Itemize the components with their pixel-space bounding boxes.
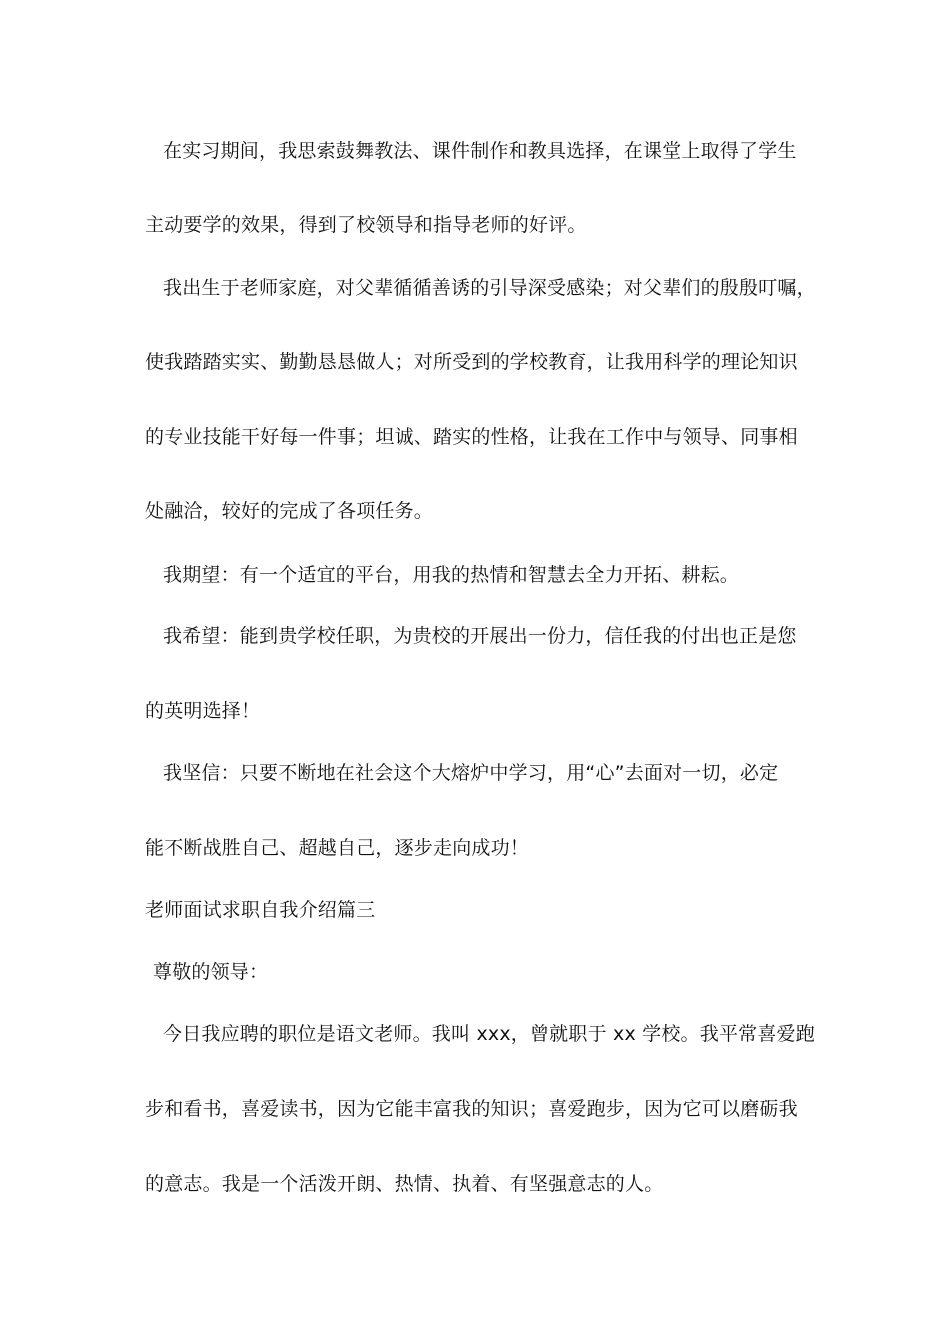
- paragraph-line: 步和看书，喜爱读书，因为它能丰富我的知识；喜爱跑步，因为它可以磨砺我: [145, 1098, 798, 1120]
- salutation: 尊敬的领导：: [153, 961, 269, 983]
- paragraph-line: 能不断战胜自己、超越自己，逐步走向成功！: [145, 837, 530, 859]
- paragraph-line: 的意志。我是一个活泼开朗、热情、执着、有坚强意志的人。: [145, 1173, 664, 1195]
- section-heading: 老师面试求职自我介绍篇三: [145, 899, 376, 921]
- paragraph-line: 我出生于老师家庭，对父辈循循善诱的引导深受感染；对父辈们的殷殷叮嘱，: [163, 277, 816, 299]
- paragraph-line: 处融洽，较好的完成了各项任务。: [145, 500, 434, 522]
- paragraph-line: 主动要学的效果，得到了校领导和指导老师的好评。: [145, 214, 587, 236]
- paragraph-line: 我坚信：只要不断地在社会这个大熔炉中学习，用“心”去面对一切，必定: [163, 762, 779, 784]
- paragraph-line: 的专业技能干好每一件事；坦诚、踏实的性格，让我在工作中与领导、同事相: [145, 426, 798, 448]
- paragraph-line: 使我踏踏实实、勤勤恳恳做人；对所受到的学校教育，让我用科学的理论知识: [145, 351, 798, 373]
- paragraph-line: 在实习期间，我思索鼓舞教法、课件制作和教具选择，在课堂上取得了学生: [163, 140, 797, 162]
- paragraph-line: 的英明选择！: [145, 700, 261, 722]
- paragraph-line: 我期望：有一个适宜的平台，用我的热情和智慧去全力开拓、耕耘。: [163, 564, 740, 586]
- paragraph-line: 今日我应聘的职位是语文老师。我叫 xxx，曾就职于 xx 学校。我平常喜爱跑: [163, 1023, 815, 1045]
- paragraph-line: 我希望：能到贵学校任职，为贵校的开展出一份力，信任我的付出也正是您: [163, 625, 797, 647]
